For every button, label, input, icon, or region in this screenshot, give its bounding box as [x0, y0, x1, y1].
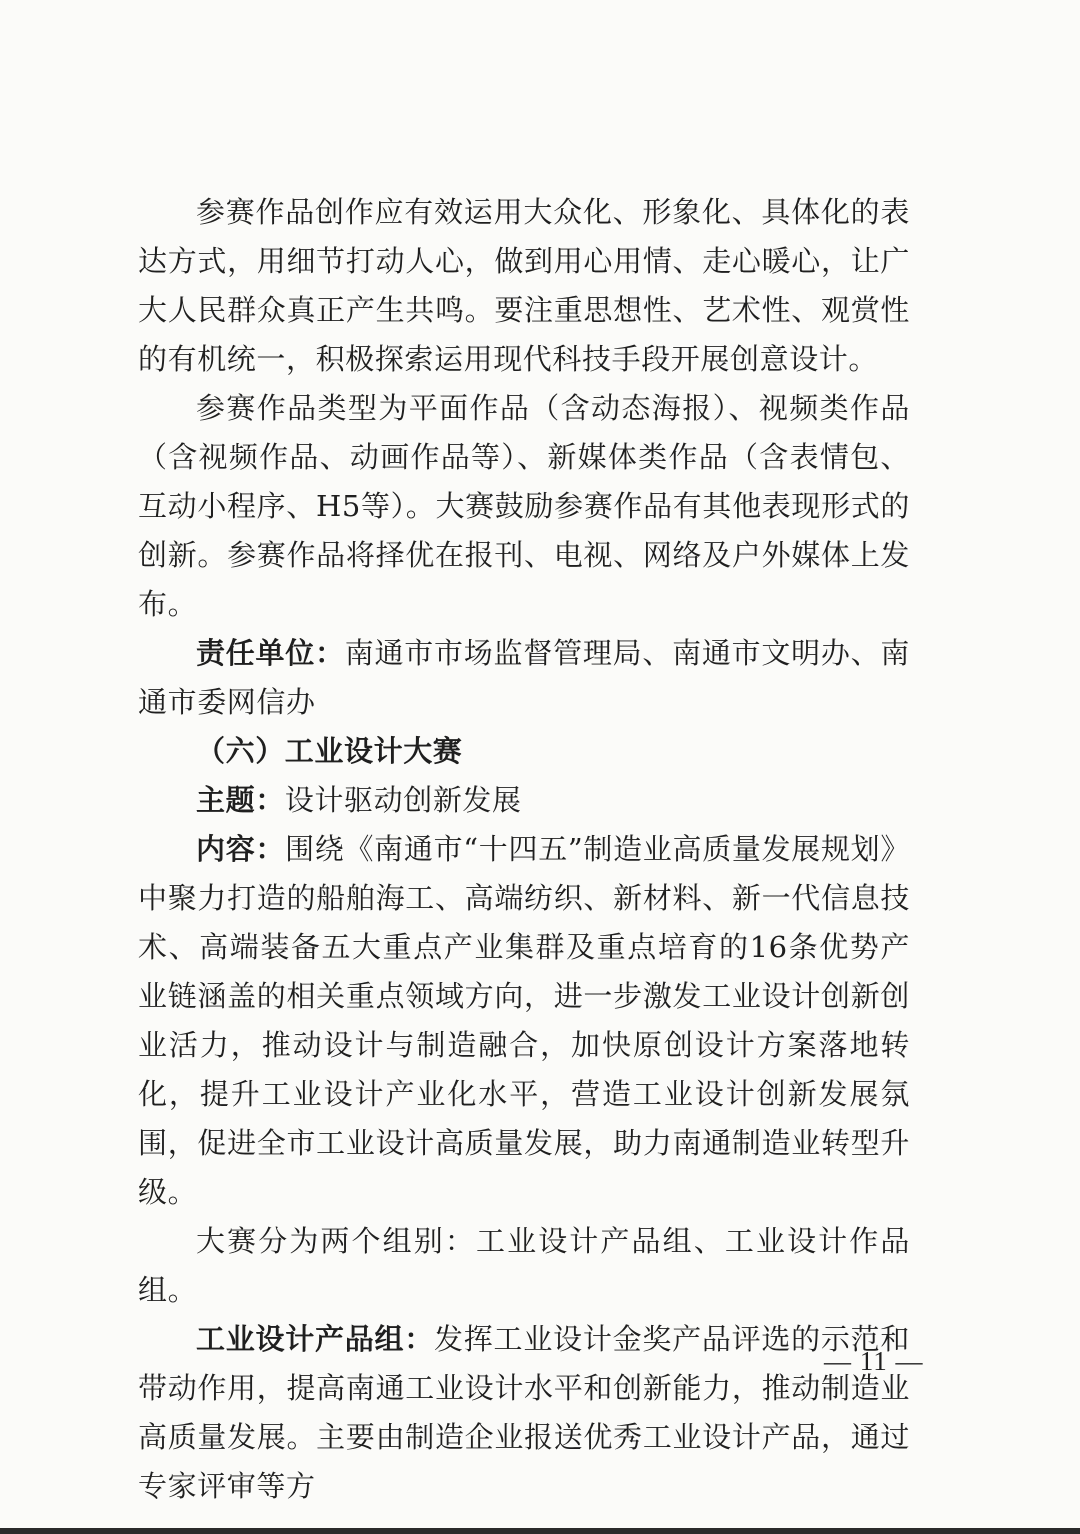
paragraph-text: 设计驱动创新发展 — [284, 783, 522, 817]
paragraph-lead-label: 工业设计产品组： — [196, 1322, 435, 1356]
section-heading-industrial-design — [138, 727, 910, 776]
paragraph-text: 大赛分为两个组别：工业设计产品组、工业设计作品组。 — [138, 1224, 910, 1307]
paragraph-creation-requirements — [138, 188, 910, 384]
paragraph-lead-label: 内容： — [196, 832, 286, 866]
paragraph-lead-label: 责任单位： — [196, 636, 345, 670]
paragraph-text: 南通市市场监督管理局、南通市文明办、南通市委网信办 — [138, 636, 910, 719]
paragraph-content — [138, 825, 910, 1217]
paragraph-text: 参赛作品创作应有效运用大众化、形象化、具体化的表达方式，用细节打动人心，做到用心用情、走心暖心，让广大人民群众真正产生共鸣。要注重思想性、艺术性、观赏性的有机统一，积极探索运用现代科技手段开展创意设计。 — [138, 195, 910, 376]
paragraph-entry-types — [138, 384, 910, 629]
page-number: — 11 — — [824, 1346, 924, 1376]
paragraph-text: 参赛作品类型为平面作品（含动态海报）、视频类作品（含视频作品、动画作品等）、新媒体类作品（含表情包、互动小程序、H5等）。大赛鼓励参赛作品有其他表现形式的创新。参赛作品将择优在报刊、电视、网络及户外媒体上发布。 — [138, 391, 910, 621]
paragraph-text: 围绕《南通市“十四五”制造业高质量发展规划》中聚力打造的船舶海工、高端纺织、新材料、新一代信息技术、高端装备五大重点产业集群及重点培育的16条优势产业链涵盖的相关重点领域方向，进一步激发工业设计创新创业活力，推动设计与制造融合，加快原创设计方案落地转化，提升工业设计产业化水平，营造工业设计创新发展氛围，促进全市工业设计高质量发展，助力南通制造业转型升级。 — [138, 832, 910, 1209]
scan-bottom-edge — [0, 1528, 1080, 1534]
paragraph-responsible-units — [138, 629, 910, 727]
paragraph-lead-label: 主题： — [196, 783, 285, 817]
paragraph-product-group — [138, 1315, 910, 1511]
paragraph-theme — [138, 776, 910, 825]
section-heading-text: （六）工业设计大赛 — [196, 734, 463, 768]
document-body — [138, 188, 910, 1511]
paragraph-groups — [138, 1217, 910, 1315]
paragraph-text: 发挥工业设计金奖产品评选的示范和带动作用，提高南通工业设计水平和创新能力，推动制造业高质量发展。主要由制造企业报送优秀工业设计产品，通过专家评审等方 — [138, 1322, 910, 1503]
